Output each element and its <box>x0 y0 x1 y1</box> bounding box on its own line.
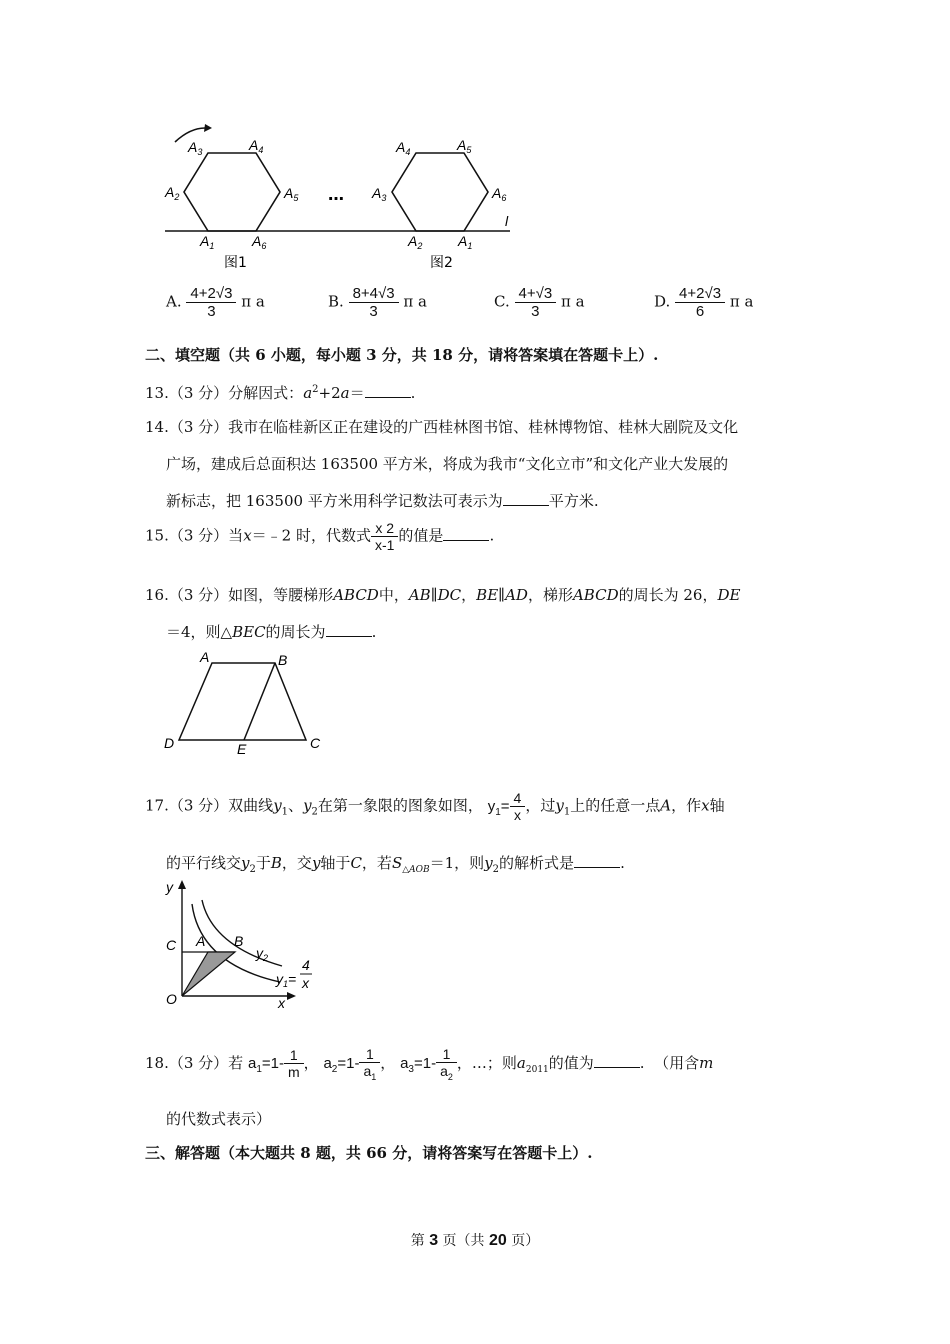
option-d[interactable]: D. $\frac{4+2√3}{6}$ π a <box>654 285 754 320</box>
fig1-label-a2: $A_2$ <box>165 184 180 202</box>
fig-label-y2: $y_2$ <box>256 945 269 963</box>
option-a-fraction: $\frac{4+2√3}{3}$ <box>186 285 236 320</box>
fig-label-b: B <box>234 933 244 949</box>
fig2-label-a4: $A_4$ <box>396 139 411 157</box>
option-d-fraction: $\frac{4+2√3}{6}$ <box>675 285 725 320</box>
question-14-line1: 14.（3 分）我市在临桂新区正在建设的广西桂林图书馆、桂林博物馆、桂林大剧院及文化 <box>145 418 739 436</box>
fig-label-c: C <box>166 937 177 953</box>
option-c[interactable]: C. $\frac{4+√3}{3}$ π a <box>494 285 585 320</box>
trapezoid-abcd <box>179 663 306 740</box>
question-17-line1: 17.（3 分）双曲线$y_1$、$y_2$在第一象限的图象如图， $y_1=$ $\frac{4}{x}$ ，过$y_1$上的任意一点A，作x轴 <box>145 790 725 823</box>
answer-blank-18[interactable] <box>594 1053 640 1068</box>
q17-fraction: $\frac{4}{x}$ <box>510 790 526 823</box>
answer-blank-16[interactable] <box>326 622 372 637</box>
fig2-label-a2: $A_2$ <box>408 233 423 251</box>
fig1-label-a4: $A_4$ <box>249 137 264 155</box>
fig-label-a: A <box>196 933 206 949</box>
option-b-fraction: $\frac{8+4√3}{3}$ <box>349 285 399 320</box>
question-16-line1: 16.（3 分）如图，等腰梯形ABCD中，AB∥DC，BE∥AD，梯形ABCD的周长为 26，DE <box>145 586 741 604</box>
question-18-line1: 18.（3 分）若 $a_1=1-$ $\frac{1}{m}$ ， $a_2=1-$ $\frac{1}{a_1}$ ， $a_3=1-$ $\frac{1}{a_2}$ ，…；则$a_{2011}$的值为 . （用含m <box>145 1046 714 1082</box>
question-14-line2: 广场，建成后总面积达 163500 平方米，将成为我市“文化立市”和文化产业大发展的 <box>166 455 729 473</box>
fig2-label-a1: $A_1$ <box>458 233 473 251</box>
q15-fraction: $\frac{x 2}{x-1}$ <box>371 520 398 553</box>
question-16-line2: ＝4，则△BEC的周长为 . <box>166 623 377 641</box>
fig-label-y: y <box>166 879 173 895</box>
hexagon-rolling-figure <box>160 120 520 275</box>
hexagon-fig2 <box>392 153 488 231</box>
section3-heading: 三、解答题（本大题共 8 题，共 66 分，请将答案写在答题卡上）. <box>145 1144 593 1162</box>
option-c-fraction: $\frac{4+√3}{3}$ <box>515 285 557 320</box>
ellipsis: … <box>328 185 344 204</box>
option-b[interactable]: B. $\frac{8+4√3}{3}$ π a <box>328 285 427 320</box>
fig1-label-a3: $A_3$ <box>188 139 203 157</box>
fig1-label-a6: $A_6$ <box>252 233 267 251</box>
question-13: 13.（3 分）分解因式：$a^2+2a=$ . <box>145 384 416 402</box>
answer-blank-15[interactable] <box>443 526 489 541</box>
fig2-caption: 图2 <box>430 255 453 271</box>
trap-label-d: D <box>164 735 175 751</box>
fig2-label-a3: $A_3$ <box>372 185 387 203</box>
fig-label-x: x <box>278 995 285 1011</box>
section2-heading: 二、填空题（共 6 小题，每小题 3 分，共 18 分，请将答案填在答题卡上）. <box>145 346 659 364</box>
triangle-aob <box>182 952 235 996</box>
question-17-line2: 的平行线交$y_2$于B，交y轴于C，若$S_{\triangle AOB}=1$，则$y_2$的解析式是 . <box>166 854 625 875</box>
fig-label-o: O <box>166 991 177 1007</box>
fig2-label-a6: $A_6$ <box>492 185 507 203</box>
option-a[interactable]: A. $\frac{4+2√3}{3}$ π a <box>166 285 265 320</box>
q18-fraction-3: $\frac{1}{a_2}$ <box>436 1046 457 1082</box>
question-14-line3: 新标志，把 163500 平方米用科学记数法可表示为 平方米. <box>166 492 599 510</box>
trap-label-a: A <box>200 649 210 665</box>
hyperbola-figure <box>160 876 330 1014</box>
answer-blank-17[interactable] <box>574 853 620 868</box>
question-18-line2: 的代数式表示） <box>166 1110 272 1128</box>
trap-label-c: C <box>310 735 321 751</box>
answer-blank-14[interactable] <box>503 491 549 506</box>
q18-fraction-1: $\frac{1}{m}$ <box>284 1047 304 1080</box>
fig1-caption: 图1 <box>224 255 247 271</box>
fig2-label-a5: $A_5$ <box>457 137 472 155</box>
q18-fraction-2: $\frac{1}{a_1}$ <box>359 1046 380 1082</box>
fig-label-frac-num: 4 <box>302 957 310 973</box>
fig-label-frac-den: x <box>302 975 309 991</box>
trap-label-e: E <box>237 741 247 757</box>
page-footer: 第 3 页（共 20 页） <box>410 1232 540 1249</box>
question-15: 15.（3 分）当x＝﹣2 时，代数式 $\frac{x 2}{x-1}$ 的值是 . <box>145 520 495 553</box>
line-label-l: l <box>505 213 509 229</box>
fig1-label-a5: $A_5$ <box>284 185 299 203</box>
trap-label-b: B <box>278 652 288 668</box>
trapezoid-figure <box>160 648 330 758</box>
fig-label-y1: $y_1=$ <box>276 971 297 989</box>
fig1-label-a1: $A_1$ <box>200 233 215 251</box>
hexagon-fig1 <box>184 153 280 231</box>
segment-be <box>244 663 275 740</box>
answer-blank-13[interactable] <box>365 383 411 398</box>
